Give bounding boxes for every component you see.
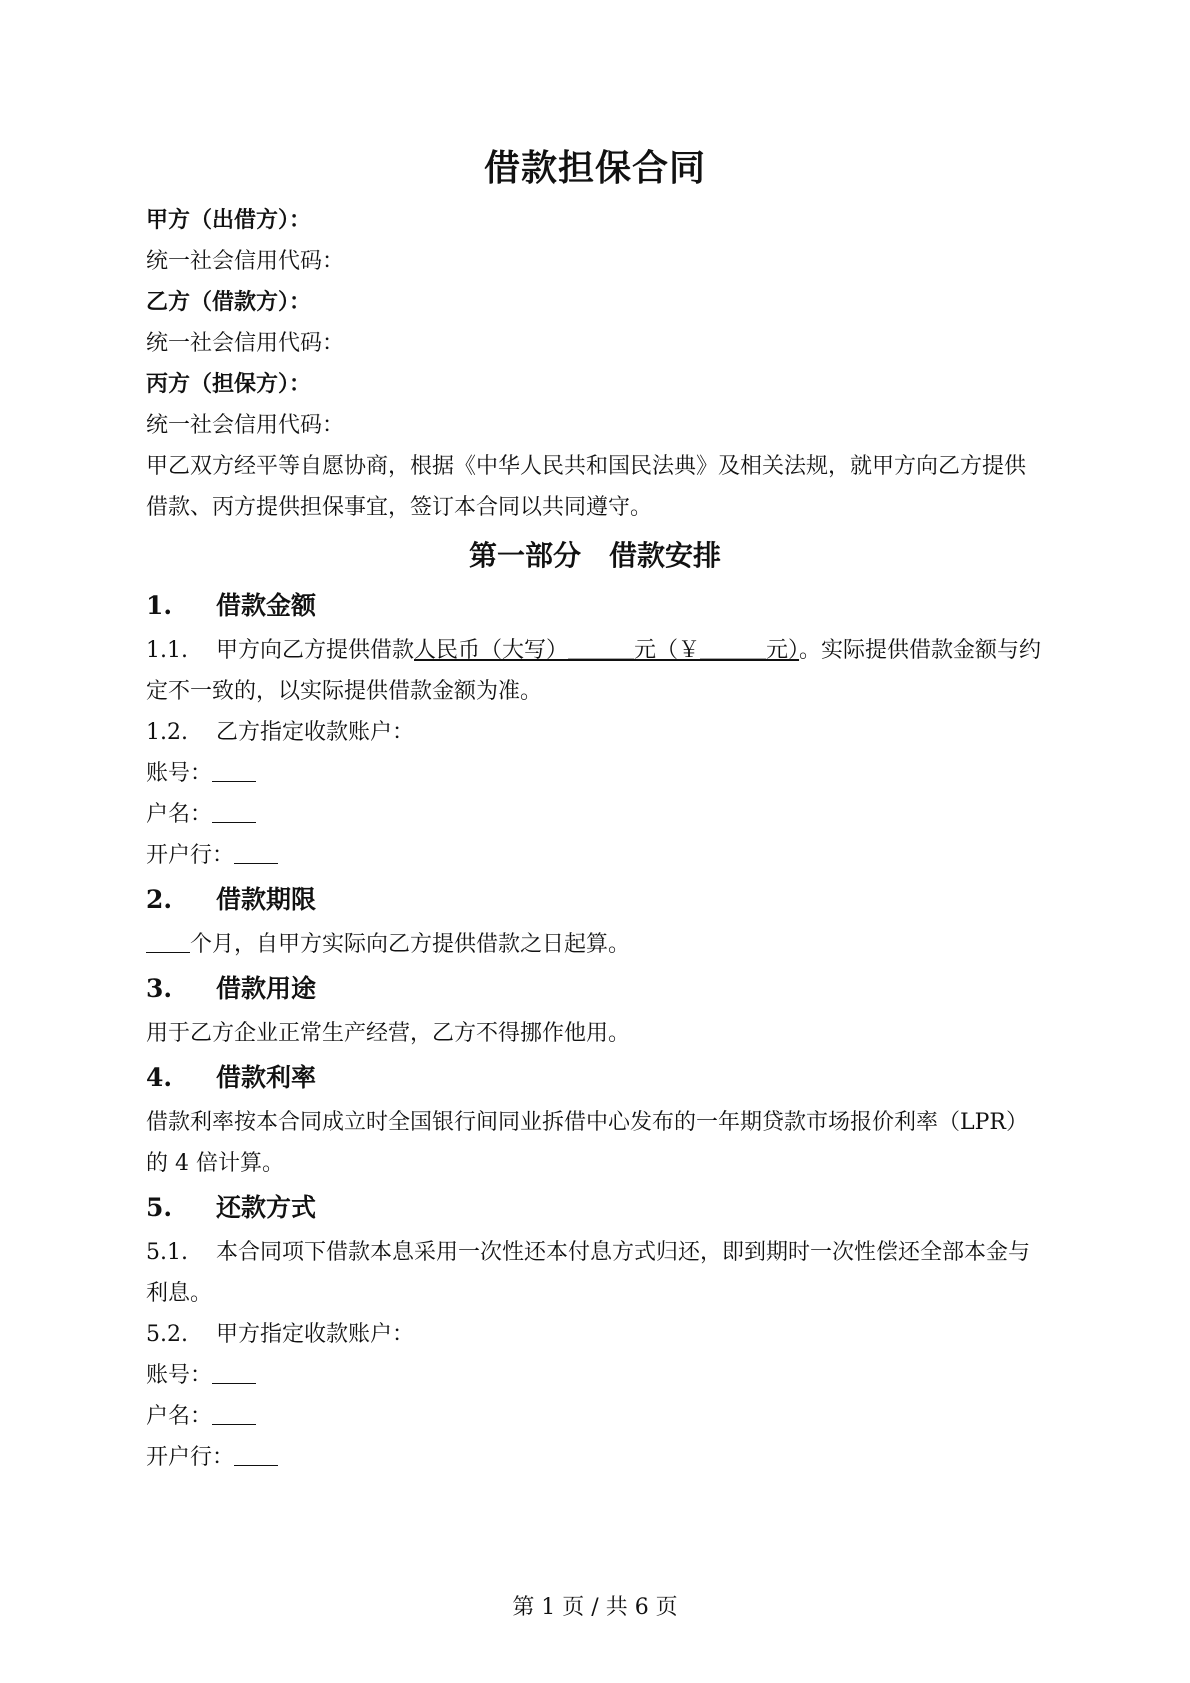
field-label: 账号： xyxy=(146,1363,213,1388)
party-c-credit-code: 统一社会信用代码： xyxy=(146,413,345,438)
section-title: 借款金额 xyxy=(216,591,317,620)
borrower-account-number xyxy=(146,753,1044,794)
borrower-account-holder xyxy=(146,794,1044,835)
section-title: 借款利率 xyxy=(216,1063,317,1092)
section-1-heading xyxy=(146,582,1044,630)
blank-line xyxy=(212,759,256,782)
clause-text: 甲方指定收款账户： xyxy=(216,1322,415,1347)
blank-line xyxy=(234,1443,278,1466)
section-number: 1. xyxy=(146,591,173,620)
loan-amount-field: 人民币（大写）＿＿＿元（￥＿＿＿元） xyxy=(414,638,800,663)
blank-line xyxy=(212,800,256,823)
party-b-credit-code: 统一社会信用代码： xyxy=(146,331,345,356)
section-number: 4. xyxy=(146,1063,173,1092)
loan-term-text xyxy=(146,924,1044,965)
field-label: 开户行： xyxy=(146,1445,235,1470)
section-number: 5. xyxy=(146,1193,173,1222)
document-body xyxy=(146,200,1044,1478)
lender-bank xyxy=(146,1437,1044,1478)
section-2-heading xyxy=(146,876,1044,924)
section-4-heading xyxy=(146,1054,1044,1102)
clause-1-1 xyxy=(146,630,1044,712)
section-number: 3. xyxy=(146,974,173,1003)
section-title: 还款方式 xyxy=(216,1193,317,1222)
interest-rate-text: 借款利率按本合同成立时全国银行间同业拆借中心发布的一年期贷款市场报价利率（LPR）的 4 倍计算。 xyxy=(146,1110,1028,1176)
blank-line xyxy=(212,1361,256,1384)
preamble-paragraph: 甲乙双方经平等自愿协商，根据《中华人民共和国民法典》及相关法规，就甲方向乙方提供借款、丙方提供担保事宜，签订本合同以共同遵守。 xyxy=(146,454,1027,520)
document-title: 借款担保合同 xyxy=(483,147,706,189)
section-title: 借款期限 xyxy=(216,885,317,914)
clause-1-2 xyxy=(146,712,1044,753)
clause-number: 5.1. xyxy=(146,1240,188,1265)
section-3-heading xyxy=(146,965,1044,1013)
clause-number: 1.2. xyxy=(146,720,188,745)
clause-text: 乙方指定收款账户： xyxy=(216,720,415,745)
loan-purpose-text: 用于乙方企业正常生产经营，乙方不得挪作他用。 xyxy=(146,1021,631,1046)
field-label: 户名： xyxy=(146,802,213,827)
clause-text-pre: 甲方向乙方提供借款 xyxy=(216,638,415,663)
section-number: 2. xyxy=(146,885,173,914)
lender-account-holder xyxy=(146,1396,1044,1437)
section-title: 借款用途 xyxy=(216,974,317,1003)
field-label: 开户行： xyxy=(146,843,235,868)
party-a-credit-code: 统一社会信用代码： xyxy=(146,249,345,274)
lender-account-number xyxy=(146,1355,1044,1396)
clause-text: 本合同项下借款本息采用一次性还本付息方式归还，即到期时一次性偿还全部本金与利息。 xyxy=(146,1240,1031,1306)
clause-5-1 xyxy=(146,1232,1044,1314)
clause-5-2 xyxy=(146,1314,1044,1355)
clause-text: 个月，自甲方实际向乙方提供借款之日起算。 xyxy=(190,932,631,957)
party-b-label: 乙方（借款方）： xyxy=(146,289,312,315)
borrower-bank xyxy=(146,835,1044,876)
blank-line xyxy=(212,1402,256,1425)
field-label: 账号： xyxy=(146,761,213,786)
page-number-footer: 第 1 页 / 共 6 页 xyxy=(512,1595,678,1620)
blank-line xyxy=(234,841,278,864)
part-one-title: 第一部分 借款安排 xyxy=(468,539,721,572)
clause-text-post: 。实际提供借款金额与约定不一致的，以实际提供借款金额为准。 xyxy=(146,638,1042,704)
field-label: 户名： xyxy=(146,1404,213,1429)
section-5-heading xyxy=(146,1184,1044,1232)
clause-number: 5.2. xyxy=(146,1322,188,1347)
clause-number: 1.1. xyxy=(146,638,188,663)
blank-line xyxy=(146,930,190,953)
party-c-label: 丙方（担保方）： xyxy=(146,371,312,397)
party-a-label: 甲方（出借方）： xyxy=(146,207,312,233)
